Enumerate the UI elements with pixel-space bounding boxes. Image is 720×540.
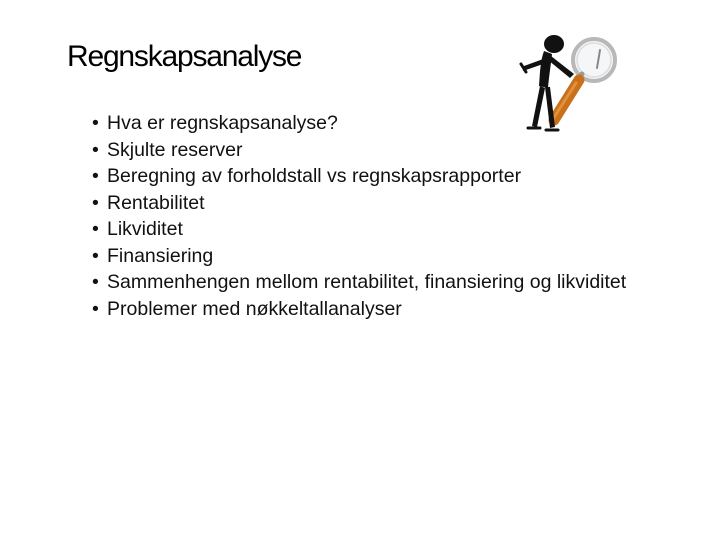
list-item: [92, 110, 632, 137]
bullet-marker: •: [92, 297, 99, 320]
bullet-marker: •: [92, 244, 99, 267]
list-item-text: Hva er regnskapsanalyse?: [107, 112, 338, 134]
list-item-text: Sammenhengen mellom rentabilitet, finansiering og likviditet: [107, 271, 627, 293]
list-item: [92, 190, 632, 217]
list-item-text: Skjulte reserver: [107, 138, 243, 161]
bullet-marker: •: [92, 112, 99, 134]
list-item: [92, 269, 632, 296]
bullet-marker: •: [92, 271, 99, 293]
list-item: [92, 243, 632, 270]
list-item-text: Problemer med nøkkeltallanalyser: [107, 297, 402, 320]
list-item: [92, 296, 632, 323]
bullet-marker: •: [92, 191, 99, 214]
list-item-text: Beregning av forholdstall vs regnskapsrapporter: [107, 165, 522, 187]
list-item-text: Rentabilitet: [107, 191, 205, 214]
bullet-marker: •: [92, 138, 99, 161]
list-item: [92, 216, 632, 243]
list-item: [92, 163, 632, 190]
bullet-list: [92, 110, 632, 322]
bullet-marker: •: [92, 165, 99, 187]
list-item-text: Finansiering: [107, 244, 214, 267]
list-item-text: Likviditet: [107, 218, 183, 240]
slide-title: Regnskapsanalyse: [67, 40, 302, 73]
list-item: [92, 137, 632, 164]
bullet-marker: •: [92, 218, 99, 240]
